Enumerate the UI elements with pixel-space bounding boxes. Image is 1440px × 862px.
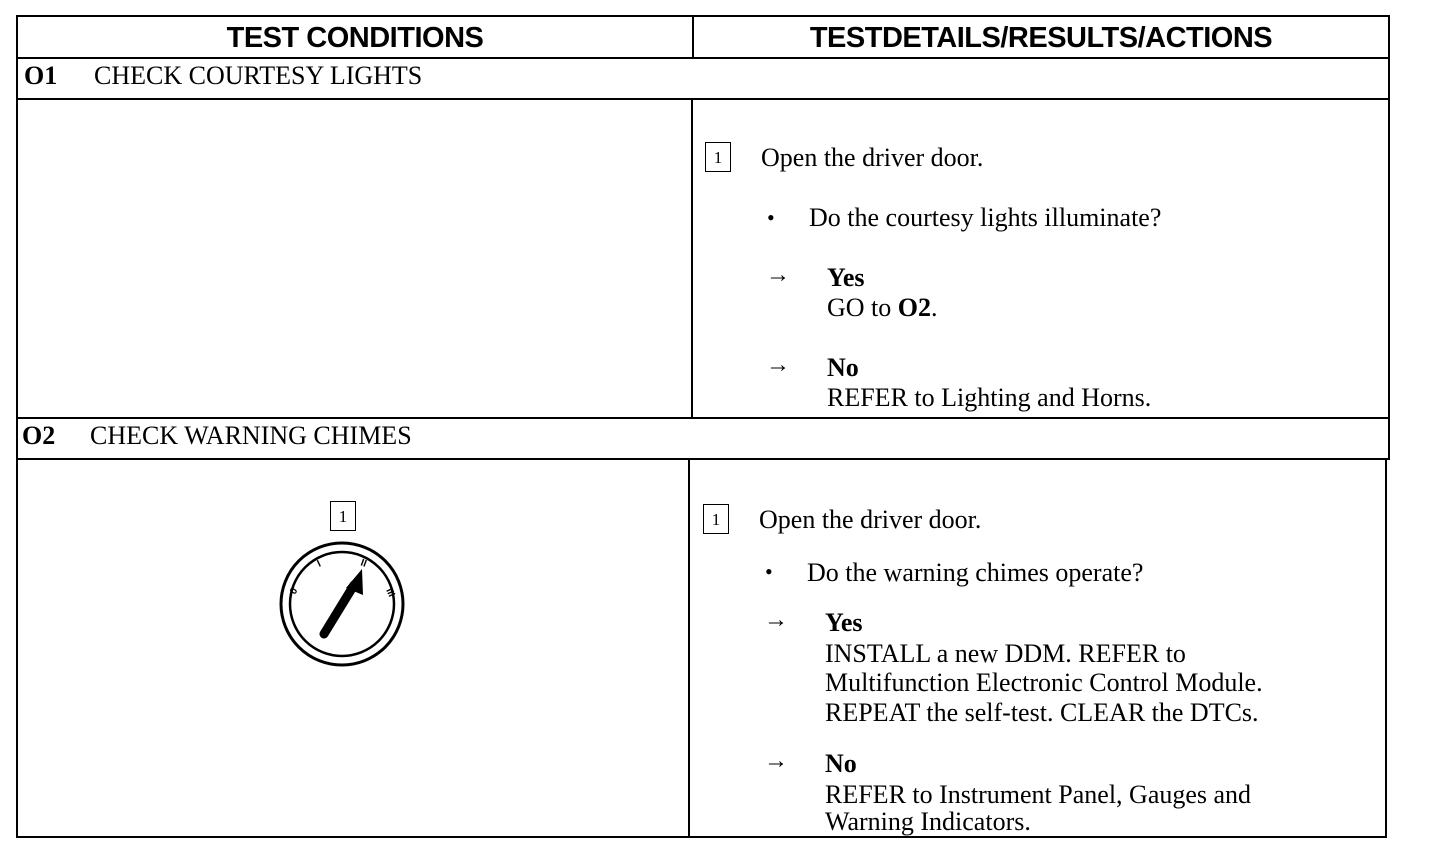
o1-title-bottom-border bbox=[16, 98, 1390, 100]
o1-id: O1 bbox=[24, 61, 58, 90]
header-test-details: TESTDETAILS/RESULTS/ACTIONS bbox=[809, 22, 1273, 54]
o1-no-action: REFER to Lighting and Horns. bbox=[827, 383, 1152, 412]
o2-yes-arrow-icon: → bbox=[764, 607, 788, 633]
o1-step-number-box: 1 bbox=[705, 142, 731, 172]
o2-yes-action-line: Multifunction Electronic Control Module. bbox=[825, 668, 1263, 697]
table-left-border bbox=[16, 15, 18, 838]
o2-question: Do the warning chimes operate? bbox=[807, 558, 1144, 587]
o2-no-label: No bbox=[825, 749, 857, 778]
o1-title: CHECK COURTESY LIGHTS bbox=[94, 61, 423, 90]
ignition-position-0: 0 bbox=[288, 586, 301, 597]
ignition-position-1: I bbox=[315, 558, 323, 570]
o2-id: O2 bbox=[22, 421, 56, 450]
o1-question: Do the courtesy lights illuminate? bbox=[809, 203, 1162, 232]
o2-step-number-box: 1 bbox=[703, 504, 729, 534]
o1-yes-action-suffix: . bbox=[931, 293, 938, 322]
o2-no-action-line: Warning Indicators. bbox=[825, 807, 1031, 836]
o1-yes-action-prefix: GO to bbox=[827, 293, 898, 322]
o1-yes-action bbox=[827, 293, 938, 323]
o2-section-title bbox=[22, 421, 412, 451]
o1-bullet: • bbox=[767, 205, 775, 230]
table-right-border-upper bbox=[1388, 15, 1390, 460]
o1-body-bottom-border bbox=[16, 417, 1390, 419]
o2-title: CHECK WARNING CHIMES bbox=[90, 421, 412, 450]
ignition-position-3: III bbox=[383, 586, 397, 599]
o1-yes-arrow-icon: → bbox=[766, 262, 790, 288]
o1-instruction: Open the driver door. bbox=[761, 143, 984, 172]
header-test-conditions: TEST CONDITIONS bbox=[226, 22, 484, 54]
o1-section-title bbox=[24, 61, 422, 91]
o1-no-label: No bbox=[827, 353, 859, 382]
o2-bullet: • bbox=[765, 559, 773, 584]
o2-instruction: Open the driver door. bbox=[759, 505, 982, 534]
o2-title-bottom-border bbox=[16, 458, 1388, 460]
o2-yes-action-line: REPEAT the self-test. CLEAR the DTCs. bbox=[825, 698, 1259, 727]
o1-yes-action-ref: O2 bbox=[897, 293, 932, 322]
table-bottom-border bbox=[16, 836, 1386, 838]
o1-yes-label: Yes bbox=[827, 263, 865, 292]
table-right-border-lower bbox=[1385, 458, 1387, 838]
ignition-switch-icon bbox=[272, 538, 412, 673]
o2-no-action-line: REFER to Instrument Panel, Gauges and bbox=[825, 780, 1252, 809]
o1-no-arrow-icon: → bbox=[766, 352, 790, 378]
o2-yes-action-line: INSTALL a new DDM. REFER to bbox=[825, 639, 1186, 668]
o2-no-arrow-icon: → bbox=[764, 748, 788, 774]
o2-figure-step-number-box: 1 bbox=[330, 501, 356, 531]
o1-column-divider bbox=[691, 98, 693, 419]
table-top-border bbox=[16, 15, 1390, 17]
ignition-position-2: II bbox=[358, 557, 368, 570]
o2-yes-label: Yes bbox=[825, 608, 863, 637]
o2-column-divider bbox=[688, 458, 690, 838]
